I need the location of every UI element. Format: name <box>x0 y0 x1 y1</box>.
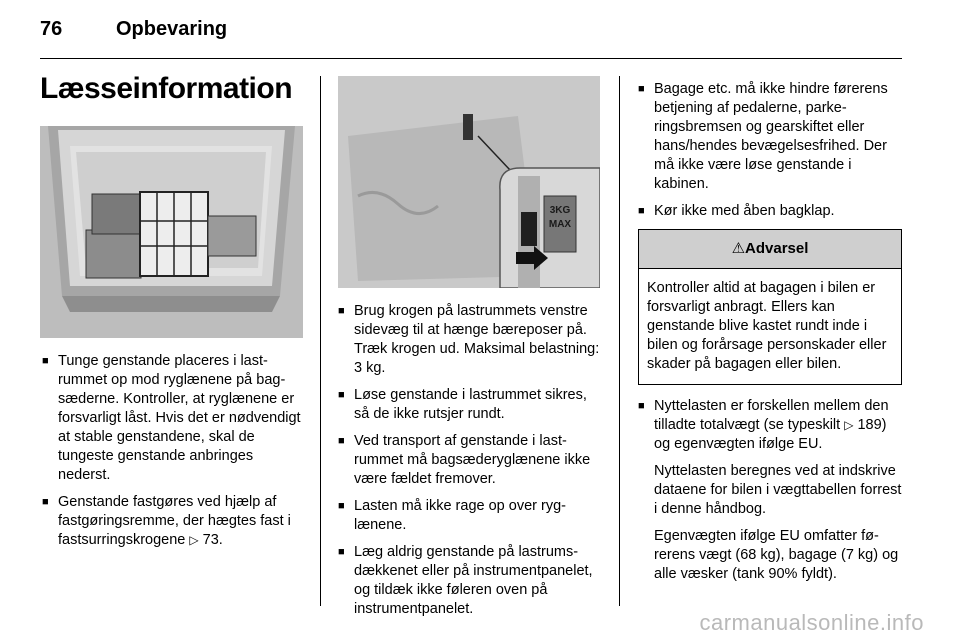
page-heading: Læsseinformation <box>40 72 293 105</box>
list-item <box>42 493 304 550</box>
hook-max-load-label: 3KG <box>549 205 571 216</box>
warning-triangle-icon: ⚠ <box>731 240 746 257</box>
column-1 <box>42 352 304 558</box>
page-reference[interactable]: 189) og egenvægten ifølge EU. <box>654 417 887 452</box>
list-item <box>638 397 902 454</box>
trunk-luggage-illustration <box>40 126 303 338</box>
column-3 <box>638 80 902 592</box>
list-item-text: Genstande fastgøres ved hjælp af fastgøringsremme, der hægtes fast i fastsurringskrogene <box>58 494 291 548</box>
list-item-text: Nyttelasten er forskellen mellem den tilladte totalvægt (se typeskilt <box>654 398 889 433</box>
list-item: ■ Bagage etc. må ikke hindre førerens betjening af pedalerne, parkeringsbremsen og gearskiftet eller hans/hendes bevægelsesfrihed. Der må ikke være løse genstande i kabinen. <box>638 80 902 194</box>
cargo-hook-illustration <box>338 76 600 288</box>
page-reference-icon: ▷ <box>189 533 199 547</box>
column-2 <box>338 302 606 627</box>
header-divider <box>40 58 902 59</box>
column-divider-2 <box>619 76 620 606</box>
section-title: Opbevaring <box>116 18 228 40</box>
list-item: ■ Lasten må ikke rage op over ryglænene. <box>338 497 606 535</box>
paragraph: Nyttelasten beregnes ved at indskrive dataene for bilen i vægttabellen forrest i denne håndbog. <box>654 463 902 517</box>
list-item: ■ Læg aldrig genstande på lastrumsdækkenet eller på instrumentpanelet, og tildæk ikke føleren oven på instrumentpanelet. <box>338 543 606 619</box>
list-item: ■ Ved transport af genstande i lastrummet må bagsæderyglænene ikke være fældet fremover. <box>338 432 606 489</box>
hook-max-load-label: MAX <box>548 219 572 230</box>
list-item: ■ Løse genstande i lastrummet sikres, så de ikke rutsjer rundt. <box>338 386 606 424</box>
page-number: 76 <box>40 18 63 40</box>
warning-box <box>638 229 902 385</box>
column-divider-1 <box>320 76 321 606</box>
list-item: ■ Kør ikke med åben bagklap. <box>638 202 902 221</box>
list-item: ■ Tunge genstande placeres i lastrummet op mod ryglænene på bagsæderne. Kontroller, at ryglænene er forsvarligt låst. Hvis det er nødvendigt at stable genstandene, skal de tungeste genstande anbringes nederst. <box>42 352 304 485</box>
paragraph: Egenvægten ifølge EU omfatter førerens vægt (68 kg), bagage (7 kg) og alle væsker (tank 90% fyldt). <box>654 528 899 582</box>
list-item: ■ Brug krogen på lastrummets venstre sidevæg til at hænge bæreposer på. Træk krogen ud. Maksimal belastning: 3 kg. <box>338 302 606 378</box>
page-reference-icon: ▷ <box>844 418 854 432</box>
watermark: carmanualsonline.info <box>699 610 924 635</box>
warning-text: Kontroller altid at bagagen i bilen er forsvarligt anbragt. Ellers kan genstande blive kastet rundt inde i bilen og forårsage personskader eller skader på bagagen eller bilen. <box>647 280 887 372</box>
page-reference[interactable]: 73. <box>202 532 223 548</box>
warning-title: Advarsel <box>745 240 809 257</box>
warning-header <box>639 230 901 269</box>
